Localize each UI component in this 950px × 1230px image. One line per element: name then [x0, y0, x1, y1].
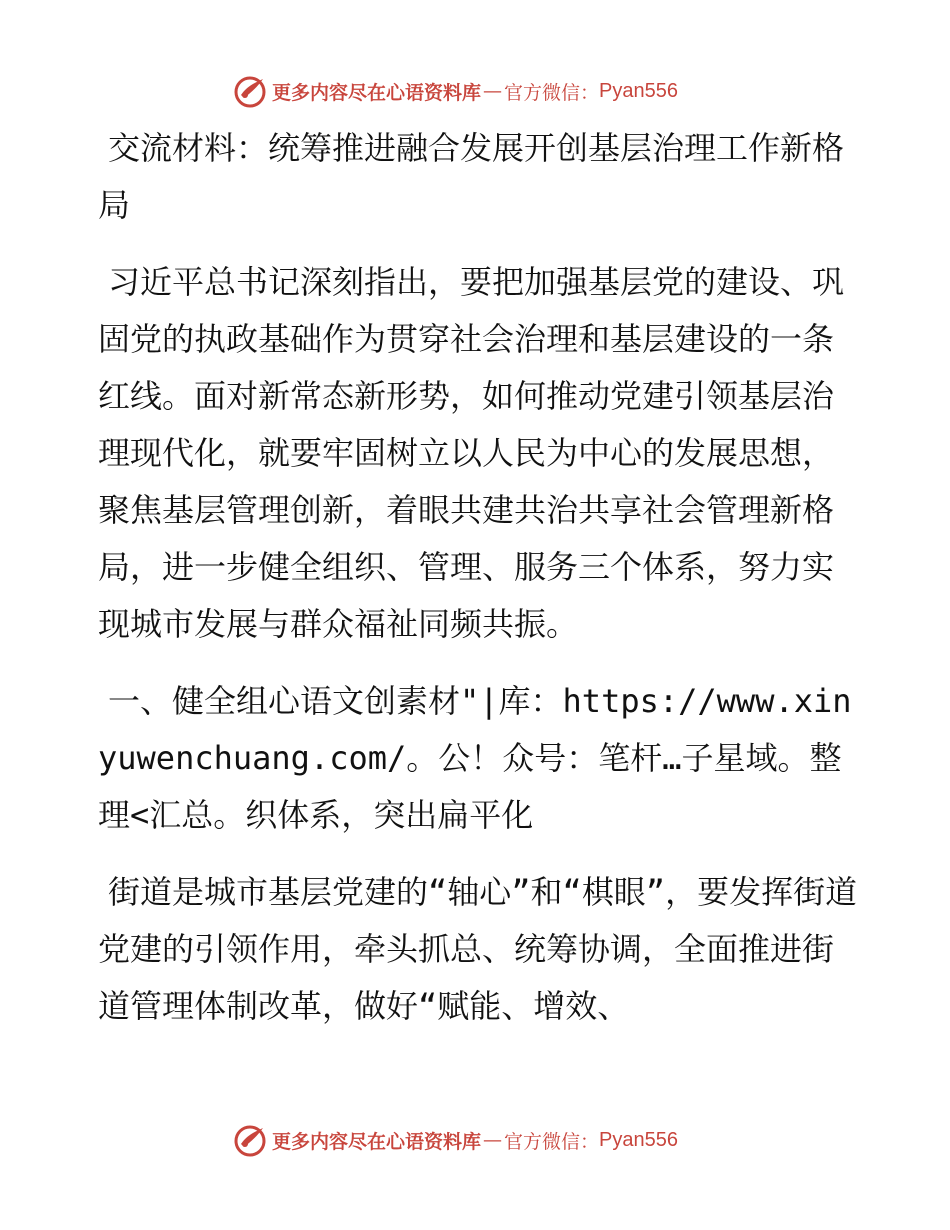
- brush-seal-icon: [232, 1122, 268, 1158]
- brush-seal-icon: [232, 73, 268, 109]
- document-title: 交流材料：统筹推进融合发展开创基层治理工作新格局: [98, 129, 845, 224]
- watermark-brand-text: 更多内容尽在心语资料库: [272, 81, 482, 104]
- watermark-official-label: 官方微信：: [504, 1130, 600, 1153]
- paragraph-street: 街道是城市基层党建的“轴心”和“棋眼”，要发挥街道党建的引领作用，牵头抓总、统筹协调，全面推进街道管理体制改革，做好“赋能、增效、: [98, 873, 858, 1025]
- header-watermark: [232, 71, 678, 111]
- watermark-brand-text: 更多内容尽在心语资料库: [272, 1130, 482, 1153]
- watermark-separator: —: [483, 1129, 503, 1151]
- watermark-separator: —: [483, 80, 503, 102]
- paragraph-intro: 习近平总书记深刻指出，要把加强基层党的建设、巩固党的执政基础作为贯穿社会治理和基层建设的一条红线。面对新常态新形势，如何推动党建引领基层治理现代化，就要牢固树立以人民为中心的发展思想，聚焦基层管理创新，着眼共建共治共享社会管理新格局，进一步健全组织、管理、服务三个体系，努力实现城市发展与群众福祉同频共振。: [98, 263, 845, 643]
- section-heading-1: 一、健全组心语文创素材"|库：https://www.xinyuwenchuang.com/。公！众号：笔杆…子星域。整理<汇总。织体系，突出扁平化: [98, 682, 852, 834]
- watermark-official-label: 官方微信：: [504, 81, 600, 104]
- document-body: [98, 120, 858, 1035]
- watermark-wechat-id: Pyan556: [599, 1128, 678, 1151]
- footer-watermark: [232, 1120, 678, 1160]
- watermark-wechat-id: Pyan556: [599, 79, 678, 102]
